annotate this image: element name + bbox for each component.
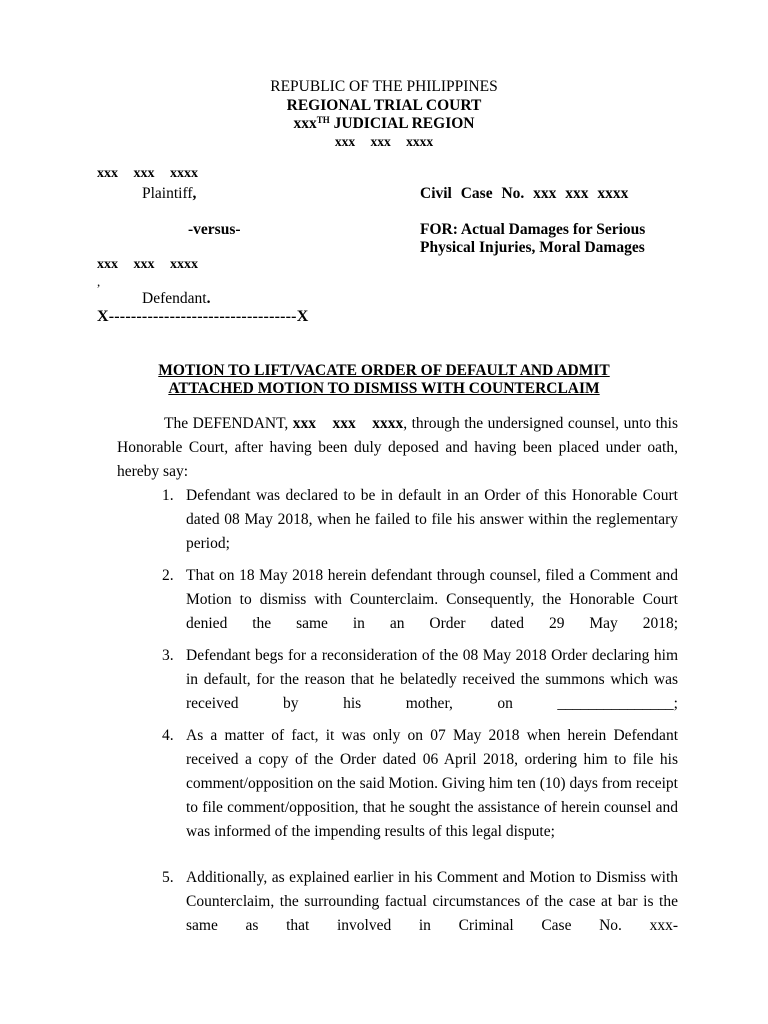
intro-defendant-name: xxx xxx xxxx xyxy=(292,415,404,432)
stray-comma: , xyxy=(97,274,101,289)
defendant-name: xxx xxx xxxx xyxy=(97,257,198,272)
list-item: Additionally, as explained earlier in his Comment and Motion to Dismiss with Counterclaim, the surrounding factual circumstances of the case at bar is the same as that involved in Criminal Case No. xxx- xyxy=(186,869,678,934)
list-item: Defendant was declared to be in default in an Order of this Honorable Court dated 08 May 2018, when he failed to file his answer within the reglementary period; xyxy=(186,487,678,552)
caption-separator: X----------------------------------X xyxy=(97,308,309,325)
versus-label: -versus- xyxy=(188,221,241,238)
court-location: xxx xxx xxxx xyxy=(334,134,434,149)
item-number: 5. xyxy=(162,869,174,886)
republic-heading: REPUBLIC OF THE PHILIPPINES xyxy=(270,78,498,95)
item-number: 2. xyxy=(162,567,174,584)
region-prefix: xxx xyxy=(293,115,317,132)
list-item: Defendant begs for a reconsideration of the 08 May 2018 Order declaring him in default, for the reason that he belatedly received the summons which was received by his mother, on _______________; xyxy=(186,647,678,712)
list-item: That on 18 May 2018 herein defendant through counsel, filed a Comment and Motion to dismiss with Counterclaim. Consequently, the Honorable Court denied the same in an Order dated 29 May 2018; xyxy=(186,567,678,632)
item-number: 3. xyxy=(162,647,174,664)
court-heading: REGIONAL TRIAL COURT xyxy=(286,97,482,114)
region-suffix: JUDICIAL REGION xyxy=(329,115,475,132)
case-for-line-1: FOR: Actual Damages for Serious xyxy=(420,221,646,238)
motion-title-line-2: ATTACHED MOTION TO DISMISS WITH COUNTERCLAIM xyxy=(168,380,600,397)
intro-paragraph: The DEFENDANT, xxx xxx xxxx, through the undersigned counsel, unto this Honorable Court, after having been duly deposed and having been placed under oath, hereby say: xyxy=(117,415,679,480)
judicial-region-heading xyxy=(0,115,768,133)
list-item: As a matter of fact, it was only on 07 May 2018 when herein Defendant received a copy of the Order dated 06 April 2018, ordering him to file his comment/opposition on the said Motion. Giving him ten (10) days from receipt to file comment/opposition, that he sought the assistance of herein counsel and was informed of the impending results of this legal dispute; xyxy=(186,727,678,840)
item-number: 4. xyxy=(162,727,174,744)
plaintiff-name: xxx xxx xxxx xyxy=(97,166,198,181)
plaintiff-label: Plaintiff, xyxy=(142,185,197,202)
item-number: 1. xyxy=(162,487,174,504)
civil-case-number: Civil Case No. xxx xxx xxxx xyxy=(420,185,629,202)
defendant-label: Defendant. xyxy=(142,290,211,307)
region-superscript: TH xyxy=(316,115,330,125)
case-for-line-2: Physical Injuries, Moral Damages xyxy=(420,239,645,256)
motion-title-line-1: MOTION TO LIFT/VACATE ORDER OF DEFAULT AND ADMIT xyxy=(158,362,610,379)
